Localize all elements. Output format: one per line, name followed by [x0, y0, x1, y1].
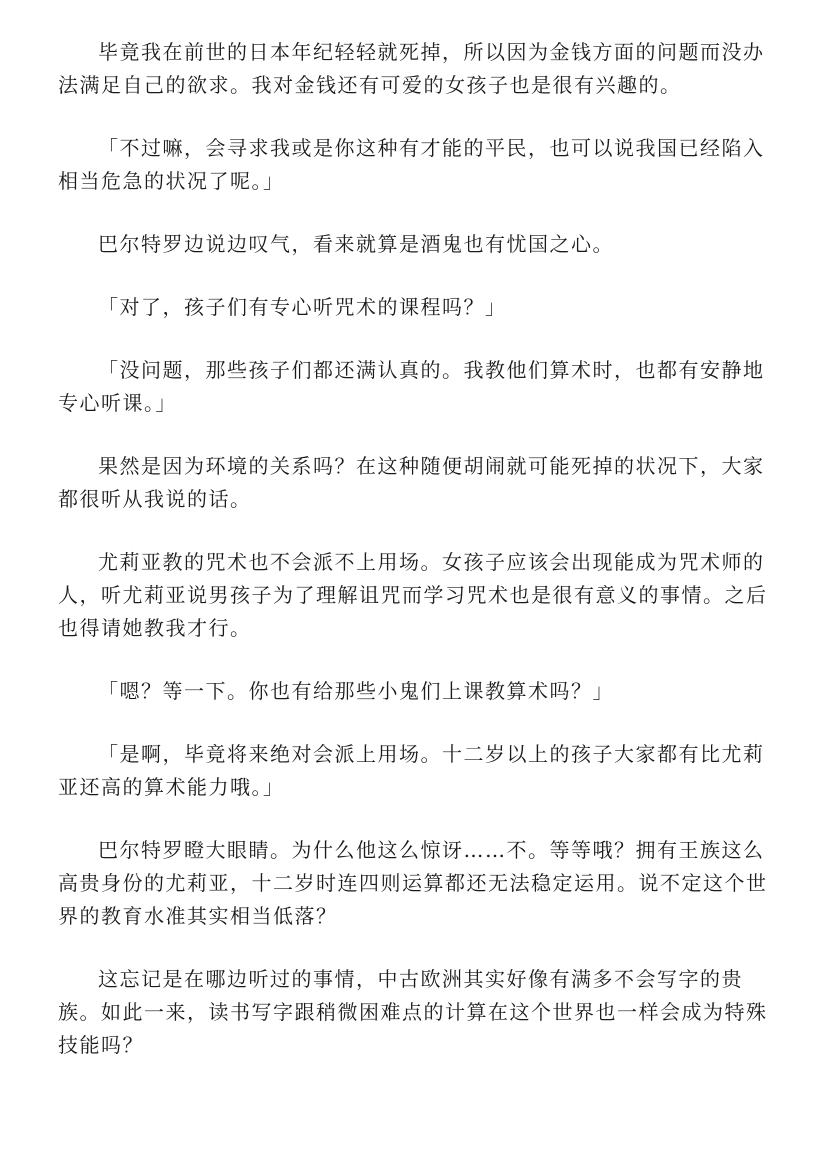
paragraph: 果然是因为环境的关系吗？在这种随便胡闹就可能死掉的状况下，大家都很听从我说的话。 [58, 454, 765, 511]
paragraph: 毕竟我在前世的日本年纪轻轻就死掉，所以因为金钱方面的问题而没办法满足自己的欲求。我对金钱还有可爱的女孩子也是很有兴趣的。 [58, 40, 765, 97]
paragraph: 「对了，孩子们有专心听咒术的课程吗？」 [98, 295, 507, 319]
paragraph: 巴尔特罗瞪大眼睛。为什么他这么惊讶……不。等等哦？拥有王族这么高贵身份的尤莉亚，十二岁时连四则运算都还无法稳定运用。说不定这个世界的教育水准其实相当低落？ [58, 838, 768, 928]
paragraph: 尤莉亚教的咒术也不会派不上用场。女孩子应该会出现能成为咒术师的人，听尤莉亚说男孩子为了理解诅咒而学习咒术也是很有意义的事情。之后也得请她教我才行。 [58, 550, 768, 640]
paragraph: 「不过嘛，会寻求我或是你这种有才能的平民，也可以说我国已经陷入相当危急的状况了呢。」 [58, 136, 765, 193]
paragraph: 这忘记是在哪边听过的事情，中古欧洲其实好像有满多不会写字的贵族。如此一来，读书写字跟稍微困难点的计算在这个世界也一样会成为特殊技能吗？ [58, 967, 768, 1057]
paragraph: 「没问题，那些孩子们都还满认真的。我教他们算术时，也都有安静地专心听课。」 [58, 358, 765, 415]
paragraph: 「是啊，毕竟将来绝对会派上用场。十二岁以上的孩子大家都有比尤莉亚还高的算术能力哦。」 [58, 742, 765, 799]
paragraph: 「嗯？等一下。你也有给那些小鬼们上课教算术吗？」 [98, 679, 614, 703]
paragraph: 巴尔特罗边说边叹气，看来就算是酒鬼也有忧国之心。 [98, 232, 614, 256]
